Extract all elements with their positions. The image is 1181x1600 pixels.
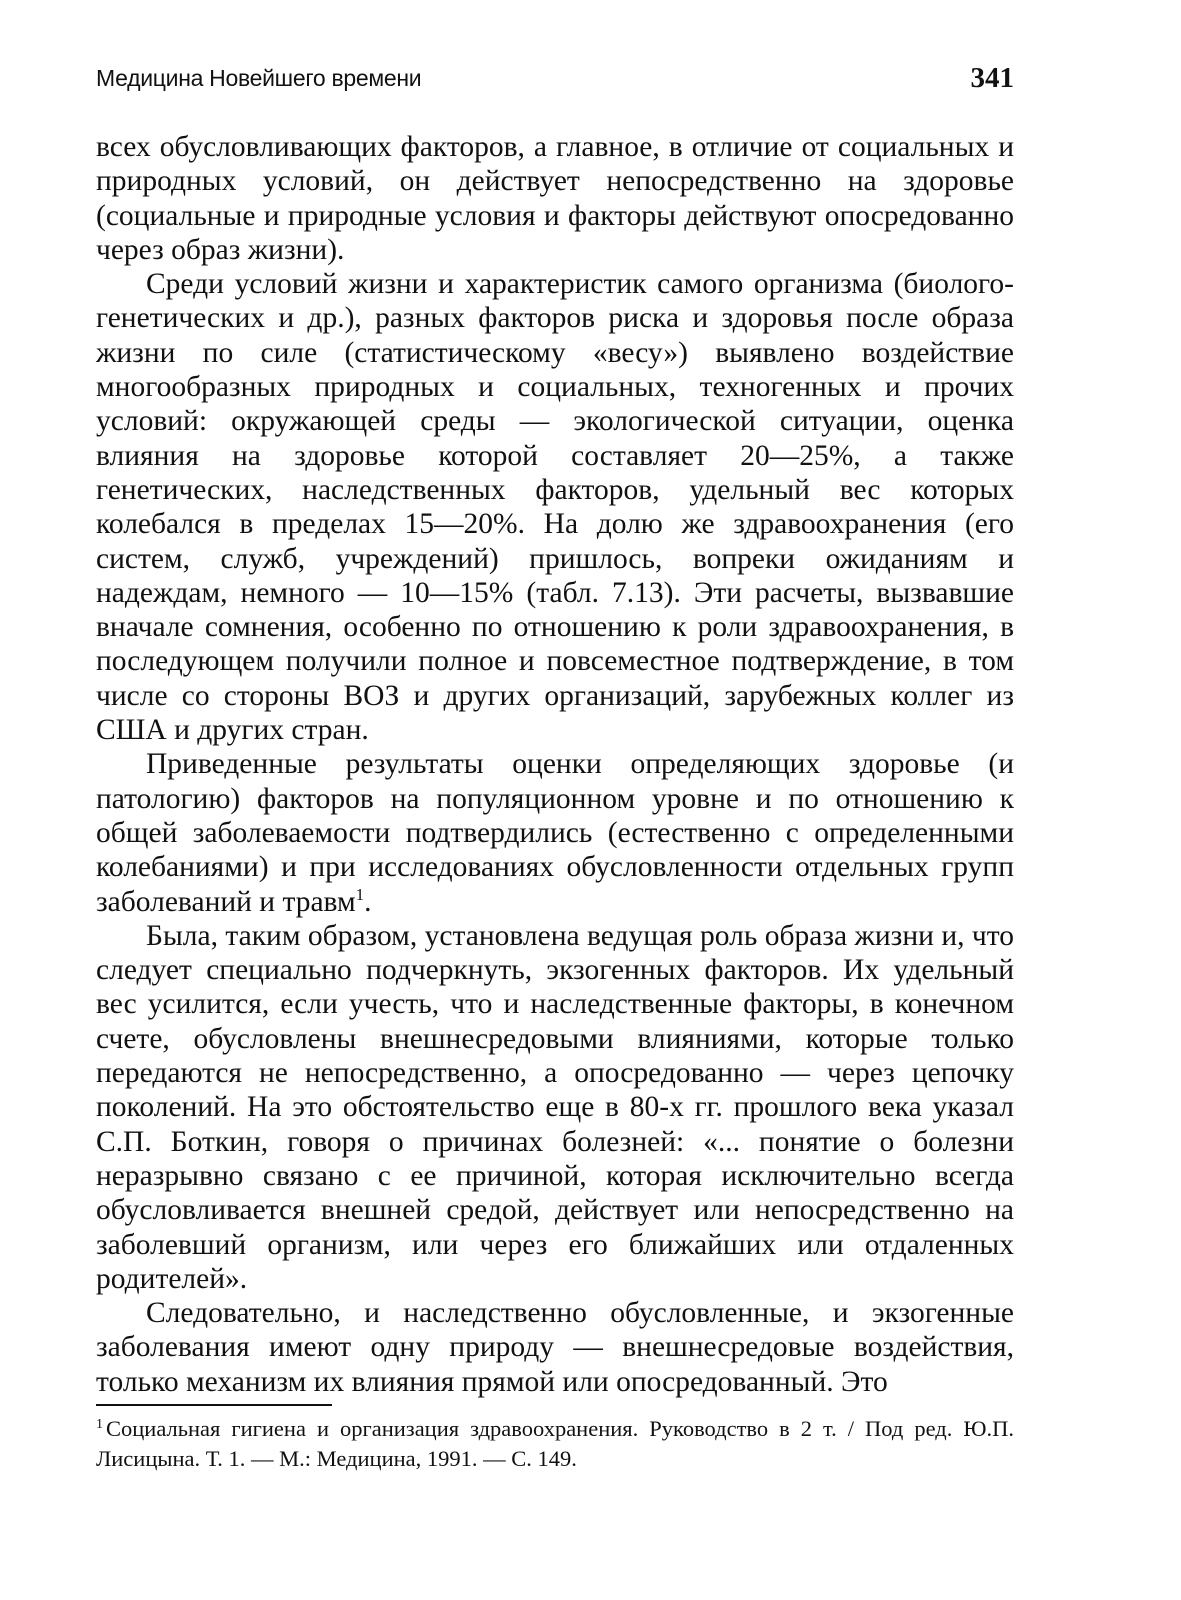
footnote [96, 1414, 1014, 1474]
page-number: 341 [970, 62, 1014, 94]
paragraph-3 [96, 747, 1014, 918]
paragraph-5: Следовательно, и наследственно обусловленные, и экзогенные заболевания имеют одну природу — внешнесредовые воздействия, только механизм их влияния прямой или опосредованный. Это [96, 1297, 1014, 1398]
paragraph-1: всех обусловливающих факторов, а главное, в отличие от социальных и природных условий, он действует непосредственно на здоровье (социальные и природные условия и факторы действуют опосредованно через образ жизни). [96, 131, 1014, 266]
footnote-reference[interactable]: 1 [355, 884, 365, 904]
paragraph-3-end: . [364, 885, 372, 918]
footnote-entry [96, 1414, 1014, 1474]
running-title: Медицина Новейшего времени [96, 65, 422, 91]
running-head [96, 58, 1014, 98]
footnote-marker: 1 [96, 1416, 103, 1432]
paragraph-3-text: Приведенные результаты оценки определяющих здоровье (и патологию) факторов на популяционном уровне и по отношению к общей заболеваемости подтвердились (естественно с определенными колебаниями) и при исследованиях обусловленности отдельных групп заболеваний и травм [96, 748, 1014, 918]
footnote-divider [96, 1404, 332, 1406]
footnote-text: Социальная гигиена и организация здравоохранения. Руководство в 2 т. / Под ред. Ю.П. Лисицына. Т. 1. — М.: Медицина, 1991. — С. 149. [96, 1416, 1014, 1471]
body-text [96, 130, 1014, 1399]
paragraph-4: Была, таким образом, установлена ведущая роль образа жизни и, что следует специально подчеркнуть, экзогенных факторов. Их удельный вес усилится, если учесть, что и наследственные факторы, в конечном счете, обусловлены внешнесредовыми влияниями, которые только передаются не непосредственно, а опосредованно — через цепочку поколений. На это обстоятельство еще в 80-х гг. прошлого века указал С.П. Боткин, говоря о причинах болезней: «... понятие о болезни неразрывно связано с ее причиной, которая исключительно всегда обусловливается внешней средой, действует или непосредственно на заболевший организм, или через его ближайших или отдаленных родителей». [96, 919, 1014, 1295]
paragraph-2: Среди условий жизни и характеристик самого организма (биолого-генетических и др.), разных факторов риска и здоровья после образа жизни по силе (статистическому «весу») выявлено воздействие многообразных природных и социальных, техногенных и прочих условий: окружающей среды — экологической ситуации, оценка влияния на здоровье которой составляет 20—25%, а также генетических, наследственных факторов, удельный вес которых колебался в пределах 15—20%. На долю же здравоохранения (его систем, служб, учреждений) пришлось, вопреки ожиданиям и надеждам, немного — 10—15% (табл. 7.13). Эти расчеты, вызвавшие вначале сомнения, особенно по отношению к роли здравоохранения, в последующем получили полное и повсеместное подтверждение, в том числе со стороны ВОЗ и других организаций, зарубежных коллег из США и других стран. [96, 268, 1014, 747]
